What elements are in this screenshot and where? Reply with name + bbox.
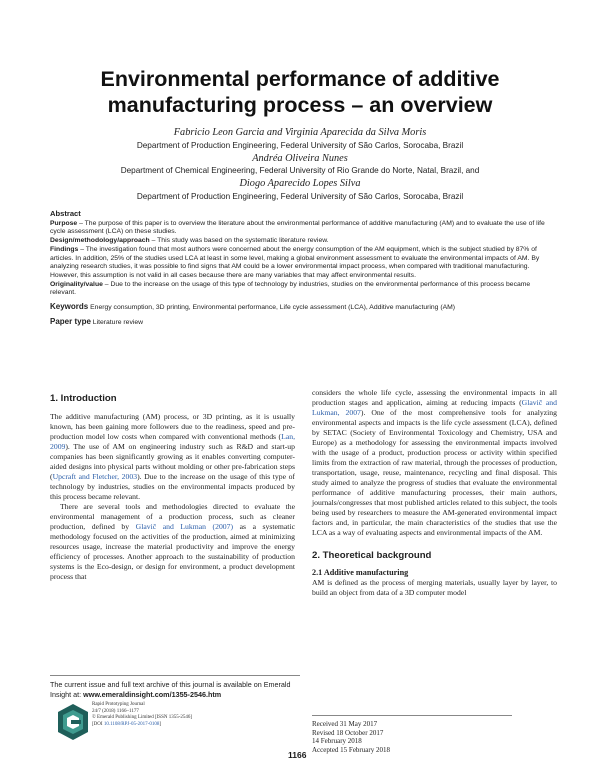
intro-p1-text-a: The additive manufacturing (AM) process, or 3D printing, as it is usually known, has been gaining more followers due to the readiness, speed and pre-production model low costs when compared with conventional methods ( <box>50 412 295 441</box>
abstract-design <box>50 237 557 246</box>
affiliation-1: Department of Production Engineering, Federal University of São Carlos, Sorocaba, Brazil <box>136 140 464 150</box>
journal-publisher: © Emerald Publishing Limited [ISSN 1355-2546] <box>92 715 193 721</box>
abstract-section <box>50 210 557 327</box>
paper-type-text: Literature review <box>92 318 144 326</box>
paper-type-label: Paper type <box>50 316 91 326</box>
intro-p1-text-c: ). Due to the increase on the usage of this type of technology by industries, studies on the environmental impacts produced by this process became relevant. <box>50 472 295 501</box>
section-2-heading: 2. Theoretical background <box>312 550 432 561</box>
purpose-text: – The purpose of this paper is to overview the literature about the environmental performance of additive manufacturing (AM) and to evaluate the use of life cycle assessment (LCA) on these studies. <box>50 219 545 236</box>
journal-footnote <box>50 675 300 699</box>
doi-end: ] <box>159 721 161 727</box>
revised-date-1: Revised 18 October 2017 <box>312 728 384 737</box>
subsection-text: AM is defined as the process of merging materials, usually layer by layer, to build an object from data of a 3D computer model <box>312 578 557 597</box>
intro-p1-text-b: ). The use of AM on engineering industry such as R&D and start-up companies has been significantly growing as it enables converting computer-aided designs into physical parts without molding or other pre-fabrication steps ( <box>50 442 295 481</box>
originality-label: Originality/value <box>50 280 103 288</box>
abstract-purpose <box>50 220 557 237</box>
keywords-label: Keywords <box>50 302 89 312</box>
intro-p2-text-a: There are several tools and methodologies directed to evaluate the environmental management of a production process, such as cleaner production, defined by <box>50 502 295 531</box>
citation-link[interactable]: Upcraft and Fletcher, 2003 <box>52 472 138 481</box>
originality-text: – Due to the increase on the usage of this type of technology by industries, studies on the environmental performance of this process became relevant. <box>50 280 531 297</box>
subsection-heading: 2.1 Additive manufacturing <box>312 568 409 577</box>
author-names-2: Andréa Oliveira Nunes <box>252 152 348 164</box>
footnote-text: The current issue and full text archive of this journal is available on Emerald Insight at: <box>50 680 291 699</box>
author-names-3: Diogo Aparecido Lopes Silva <box>239 178 361 189</box>
keywords-text: Energy consumption, 3D printing, Environmental performance, Life cycle assessment (LCA), Additive manufacturing (AM) <box>90 304 456 312</box>
article-dates <box>312 715 512 755</box>
accepted-date: Accepted 15 February 2018 <box>312 746 390 755</box>
design-text: – This study was based on the systematic literature review. <box>149 237 329 245</box>
intro-paragraph-1 <box>50 412 295 502</box>
findings-label: Findings <box>50 245 79 253</box>
doi-link[interactable]: 10.1108/RPJ-05-2017-0108 <box>103 721 160 727</box>
doi-label: [DOI <box>92 721 104 727</box>
right-paragraph-1 <box>312 388 557 538</box>
left-column <box>50 393 295 582</box>
citation-link[interactable]: Glavič and Lukman (2007) <box>135 522 234 531</box>
journal-info <box>50 700 300 756</box>
design-label: Design/methodology/approach <box>50 237 150 245</box>
emerald-logo-icon <box>58 704 88 740</box>
journal-volume: 24/7 (2018) 1166–1177 <box>92 708 139 714</box>
page-number: 1166 <box>288 750 307 760</box>
intro-paragraph-2 <box>50 502 295 582</box>
findings-text: – The investigation found that most authors were concerned about the energy consumption of the AM equipment, which is the subject studied by 87% of articles. In addition, 25% of the studies used LCA at least in some level, making a global environment assessment to evaluate the environmental impacts of AM. By analyzing research studies, it was possible to find signs that AM could be a lower environmental impact process, when compared with traditional manufacturing. However, this assumption is not valid in all cases because there are many variables that may affect environmental results. <box>50 245 540 279</box>
right-column <box>312 388 557 598</box>
purpose-label: Purpose <box>50 219 78 227</box>
journal-doi <box>92 722 192 729</box>
intro-heading: 1. Introduction <box>50 393 117 404</box>
affiliation-2: Department of Chemical Engineering, Federal University of Rio Grande do Norte, Natal, Brazil, and <box>120 166 480 175</box>
abstract-originality <box>50 281 557 298</box>
keywords <box>50 303 557 313</box>
abstract-heading: Abstract <box>50 209 81 218</box>
abstract-findings <box>50 246 557 281</box>
revised-date-2: 14 February 2018 <box>312 737 362 746</box>
author-block <box>20 126 580 203</box>
citation-link[interactable]: Glavič and Lukman, 2007 <box>312 398 557 417</box>
footnote-url[interactable]: www.emeraldinsight.com/1355-2546.htm <box>83 689 222 699</box>
affiliation-3: Department of Production Engineering, Federal University of São Carlos, Sorocaba, Brazil <box>136 191 464 201</box>
paper-type <box>50 318 557 328</box>
right-p1-text-b: ). One of the most comprehensive tools for analyzing environmental aspects and impacts is the life cycle assessment (LCA), defined by SETAC (Society of Environmental Toxicology and Chemistry, USA and Europe) as a methodology for assessing the environmental impacts involved with the usage of a product, production process or activity within specified limits from the extraction of raw material, through the processes of production, transportation, usage, reuse, maintenance, recycling and final disposal. This study aimed to analyze the progress of studies that evaluate the environmental performance of additive manufacturing processes, their main authors, journals/congresses that most published articles related to this subject, the tools being used by researchers to measure the AM-generated environmental impact factors and, in particular, the main characteristics of the studies that use the LCA as a way of evaluating aspects and environmental impacts of the AM. <box>312 408 557 537</box>
received-date: Received 31 May 2017 <box>312 720 378 728</box>
intro-p2-text-b: as a systematic methodology focused on the activities of the production, aimed at minimizing resources usage, increase the material productivity and improve the energy efficiency of processes. Another approach to the sustainability of production systems is the Eco-design, or design for environment, a product development process that <box>50 522 295 581</box>
author-names-1: Fabricio Leon Garcia and Virginia Aparecida da Silva Moris <box>173 127 427 138</box>
citation-link[interactable]: Lan, 2009 <box>50 432 295 451</box>
journal-details <box>92 702 192 728</box>
paper-title: Environmental performance of additive manufacturing process – an overview <box>100 67 500 117</box>
journal-name: Rapid Prototyping Journal <box>92 702 145 707</box>
right-p1-text-a: considers the whole life cycle, assessing the environmental impacts in all production stages and application, aiming at reducing impacts ( <box>312 388 557 407</box>
